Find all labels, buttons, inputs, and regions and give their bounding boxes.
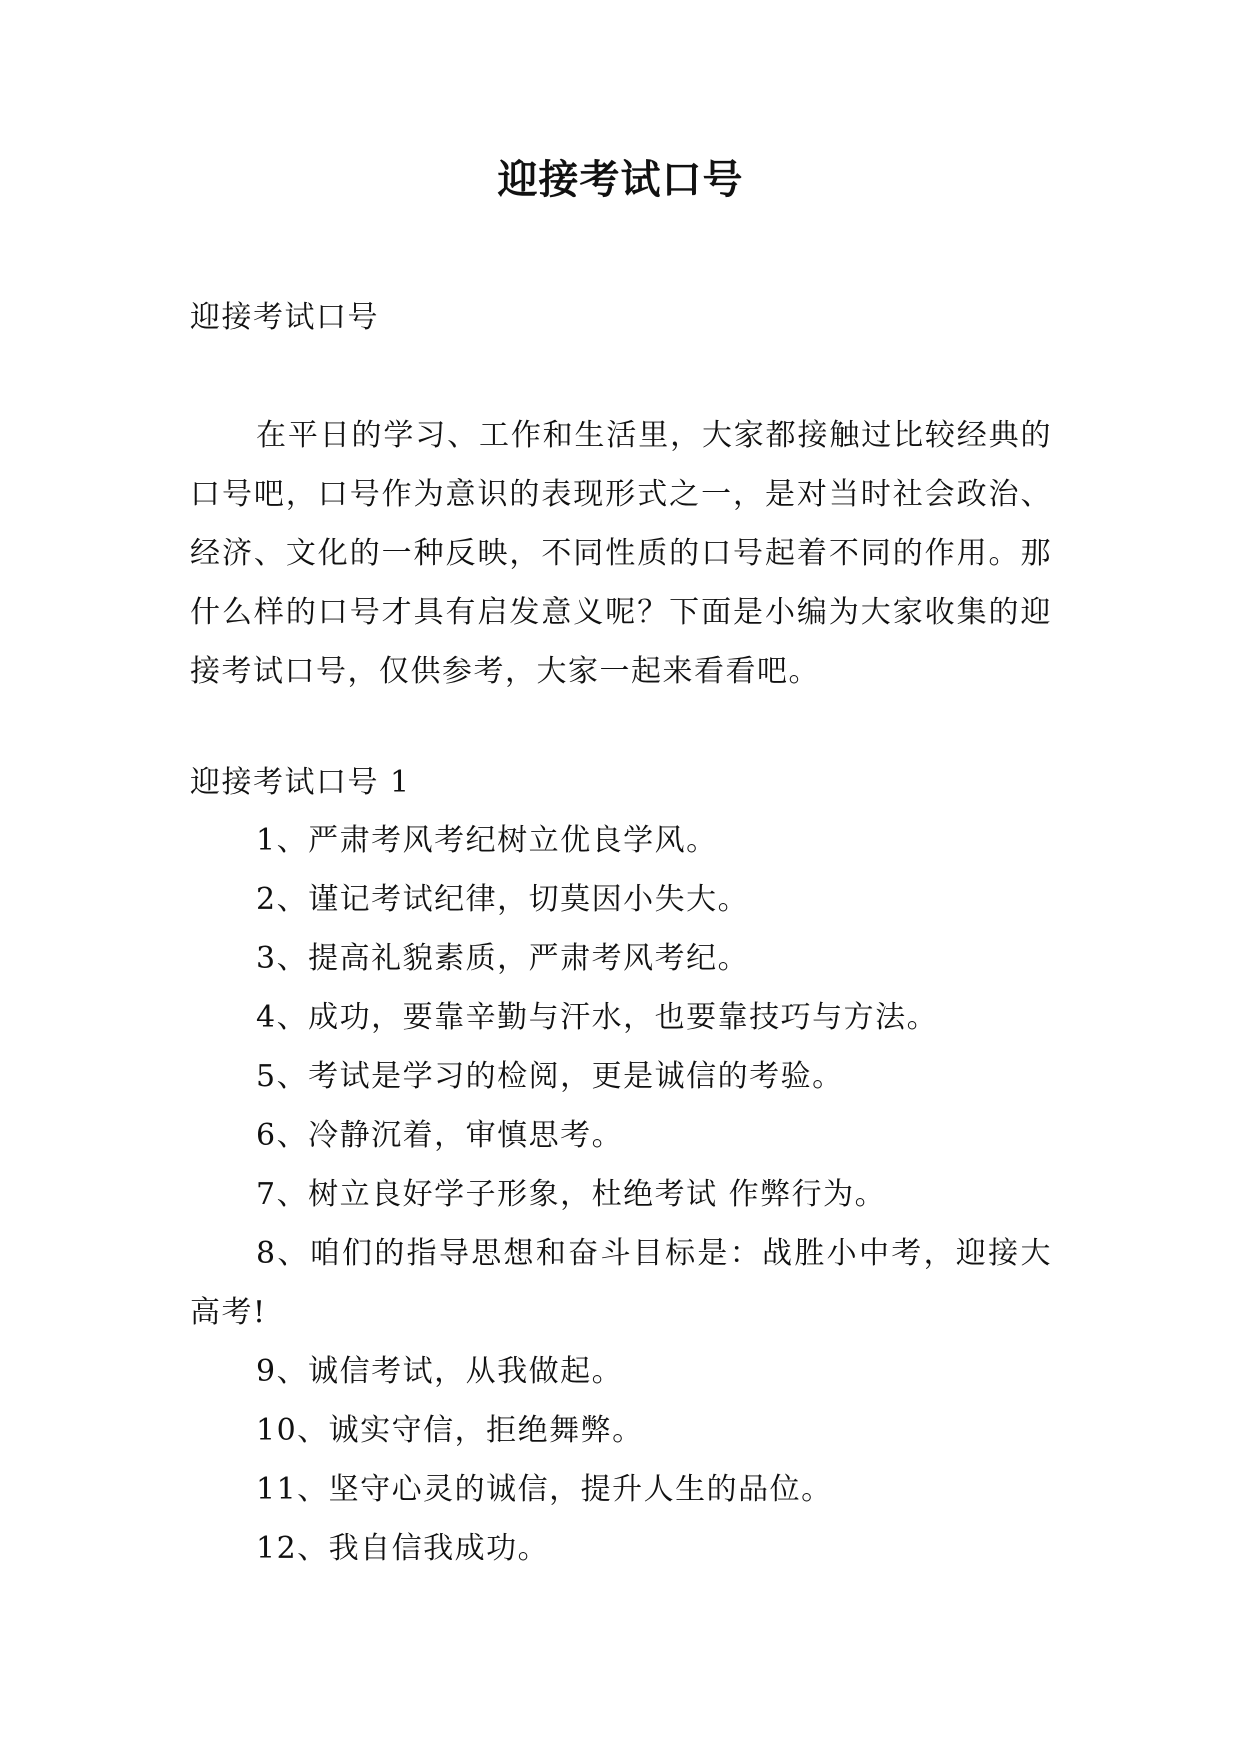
slogan-item: 3、提高礼貌素质，严肃考风考纪。 — [256, 941, 750, 976]
slogan-item: 10、诚实守信，拒绝舞弊。 — [256, 1413, 644, 1448]
slogan-item: 2、谨记考试纪律，切莫因小失大。 — [256, 882, 750, 917]
intro-paragraph: 在平日的学习、工作和生活里，大家都接触过比较经典的口号吧，口号作为意识的表现形式之一，是对当时社会政治、经济、文化的一种反映，不同性质的口号起着不同的作用。那什么样的口号才具有启发意义呢？下面是小编为大家收集的迎接考试口号，仅供参考，大家一起来看看吧。 — [190, 418, 1052, 689]
section-heading: 迎接考试口号 1 — [190, 765, 411, 800]
slogan-item: 7、树立良好学子形象，杜绝考试 作弊行为。 — [256, 1177, 887, 1212]
document-title: 迎接考试口号 — [497, 157, 744, 203]
slogan-item: 11、坚守心灵的诚信，提升人生的品位。 — [256, 1472, 833, 1507]
slogan-item: 12、我自信我成功。 — [256, 1531, 550, 1566]
slogan-item: 8、咱们的指导思想和奋斗目标是：战胜小中考，迎接大高考! — [190, 1236, 1052, 1330]
slogan-item: 9、诚信考试，从我做起。 — [256, 1354, 624, 1389]
document-subtitle: 迎接考试口号 — [190, 300, 379, 335]
slogan-item: 6、冷静沉着，审慎思考。 — [256, 1118, 624, 1153]
slogan-item: 4、成功，要靠辛勤与汗水，也要靠技巧与方法。 — [256, 1000, 939, 1035]
slogan-item: 5、考试是学习的检阅，更是诚信的考验。 — [256, 1059, 844, 1094]
slogan-item: 1、严肃考风考纪树立优良学风。 — [256, 823, 718, 858]
slogan-list — [190, 811, 1052, 1578]
